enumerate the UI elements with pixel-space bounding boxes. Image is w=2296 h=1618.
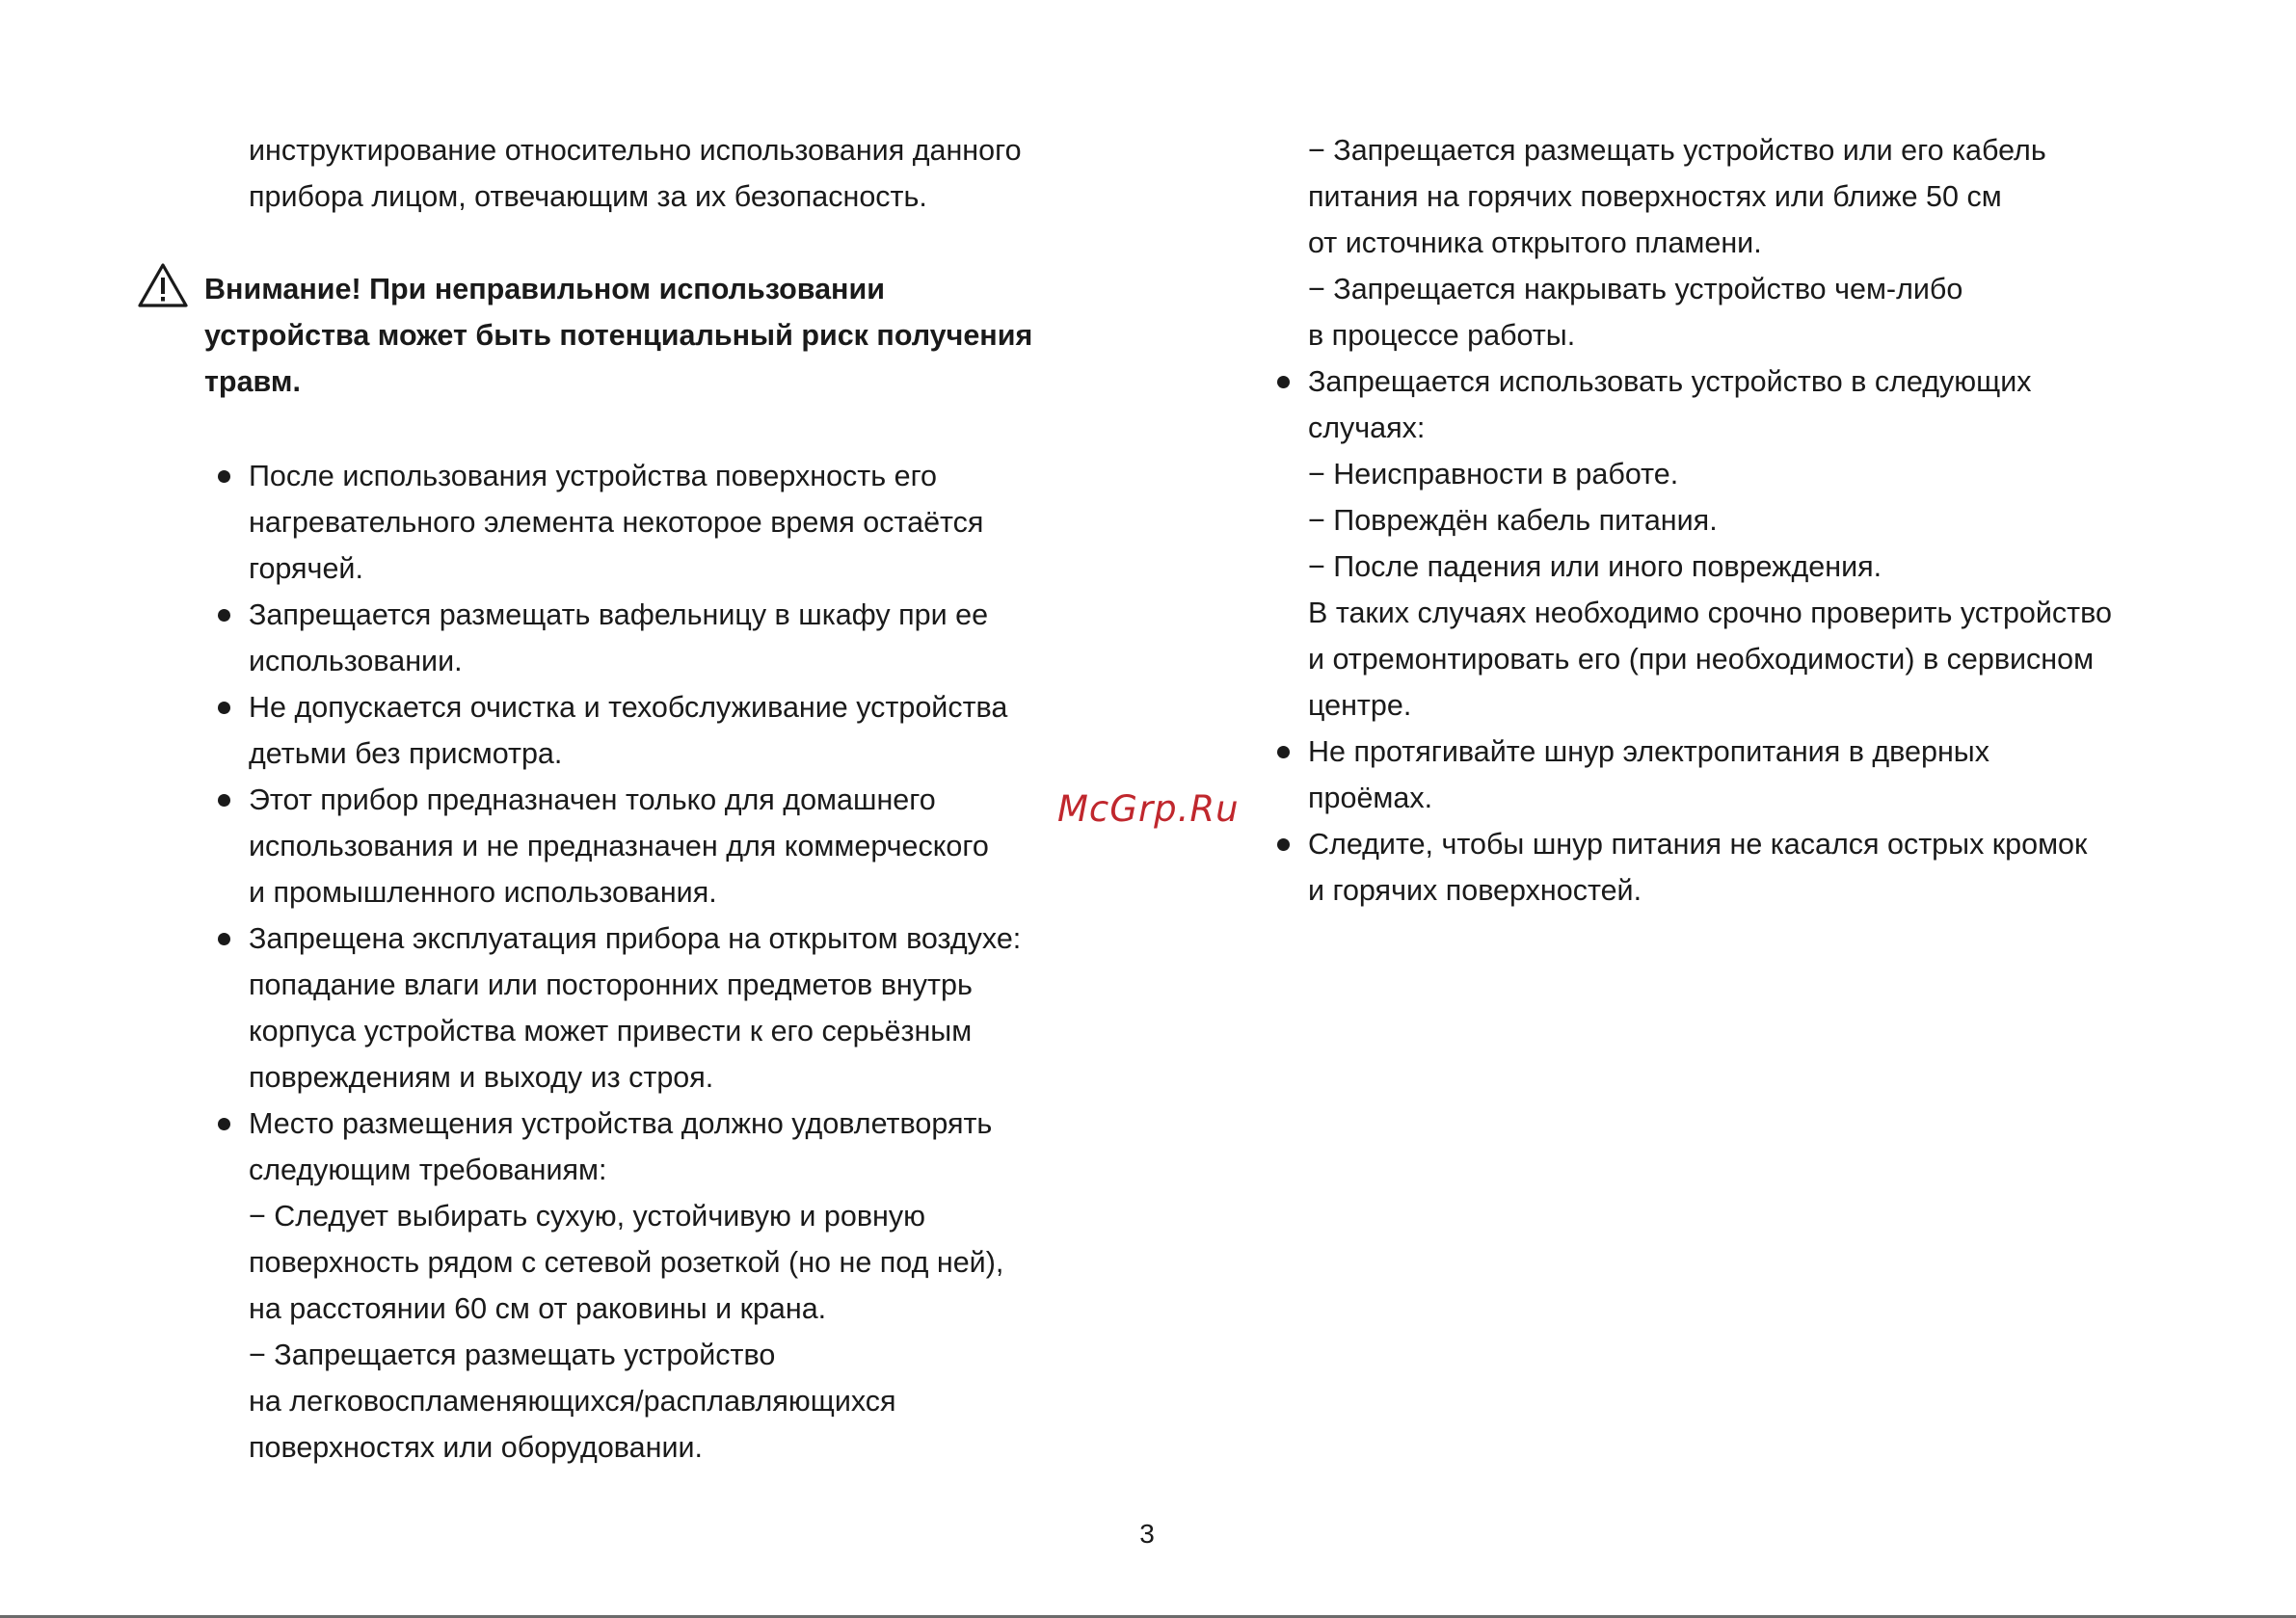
list-item-line: Не протягивайте шнур электропитания в дверных [1308, 735, 1989, 768]
list-item-line: проёмах. [1308, 782, 1433, 814]
list-item-line: следующим требованиям: [249, 1154, 607, 1186]
bullet-dot [218, 702, 230, 714]
list-item-line: − Запрещается размещать устройство [249, 1339, 776, 1371]
list-item-line: − Запрещается накрывать устройство чем-либо [1308, 273, 1963, 305]
bullet-dot [218, 470, 230, 483]
list-item-line: использовании. [249, 645, 463, 677]
intro-line-1: инструктирование относительно использования данного [249, 134, 1022, 167]
list-item-line: Запрещается использовать устройство в следующих [1308, 365, 2032, 398]
warning-line-3: травм. [204, 365, 301, 398]
list-item-line: использования и не предназначен для коммерческого [249, 830, 989, 862]
list-item-line: и отремонтировать его (при необходимости) в сервисном [1308, 643, 2095, 676]
list-item-line: Запрещается размещать вафельницу в шкафу при ее [249, 598, 989, 631]
list-item-line: − Следует выбирать сухую, устойчивую и ровную [249, 1200, 925, 1233]
list-item-line: В таких случаях необходимо срочно проверить устройство [1308, 597, 2112, 629]
list-item-line: После использования устройства поверхность его [249, 460, 937, 492]
list-item-line: Не допускается очистка и техобслуживание устройства [249, 691, 1008, 724]
list-item-line: − Запрещается размещать устройство или его кабель [1308, 134, 2046, 167]
list-item-line: попадание влаги или посторонних предметов внутрь [249, 968, 973, 1001]
bullet-dot [218, 609, 230, 622]
page-number: 3 [1139, 1519, 1155, 1549]
bullet-dot [1277, 838, 1290, 851]
bullet-dot [218, 1118, 230, 1130]
list-item-line: Этот прибор предназначен только для домашнего [249, 783, 936, 816]
list-item-line: − После падения или иного повреждения. [1308, 550, 1882, 583]
list-item-line: Запрещена эксплуатация прибора на открытом воздухе: [249, 922, 1022, 955]
list-item-line: горячей. [249, 552, 363, 585]
list-item-line: − Повреждён кабель питания. [1308, 504, 1718, 537]
warning-line-2: устройства может быть потенциальный риск получения [204, 319, 1033, 352]
list-item-line: детьми без присмотра. [249, 737, 563, 770]
list-item-line: − Неисправности в работе. [1308, 458, 1679, 491]
list-item-line: повреждениям и выходу из строя. [249, 1061, 714, 1094]
bullet-dot [218, 933, 230, 945]
list-item-line: Место размещения устройства должно удовлетворять [249, 1107, 993, 1140]
warning-triangle-icon [137, 262, 189, 308]
list-item-line: от источника открытого пламени. [1308, 226, 1762, 259]
watermark: McGrp.Ru [1057, 788, 1240, 830]
list-item-line: на расстоянии 60 см от раковины и крана. [249, 1292, 827, 1325]
list-item-line: и промышленного использования. [249, 876, 717, 909]
intro-line-2: прибора лицом, отвечающим за их безопасность. [249, 180, 927, 213]
list-item-line: питания на горячих поверхностях или ближе 50 см [1308, 180, 2002, 213]
bullet-dot [1277, 376, 1290, 388]
list-item-line: поверхностях или оборудовании. [249, 1431, 704, 1464]
list-item-line: нагревательного элемента некоторое время остаётся [249, 506, 984, 539]
list-item-line: поверхность рядом с сетевой розеткой (но не под ней), [249, 1246, 1004, 1279]
list-item-line: и горячих поверхностей. [1308, 874, 1642, 907]
bullet-dot [1277, 746, 1290, 758]
warning-line-1: Внимание! При неправильном использовании [204, 273, 885, 305]
list-item-line: корпуса устройства может привести к его серьёзным [249, 1015, 973, 1048]
list-item-line: Следите, чтобы шнур питания не касался острых кромок [1308, 828, 2088, 861]
list-item-line: случаях: [1308, 411, 1426, 444]
list-item-line: центре. [1308, 689, 1412, 722]
bullet-dot [218, 794, 230, 807]
list-item-line: на легковоспламеняющихся/расплавляющихся [249, 1385, 896, 1418]
list-item-line: в процессе работы. [1308, 319, 1576, 352]
